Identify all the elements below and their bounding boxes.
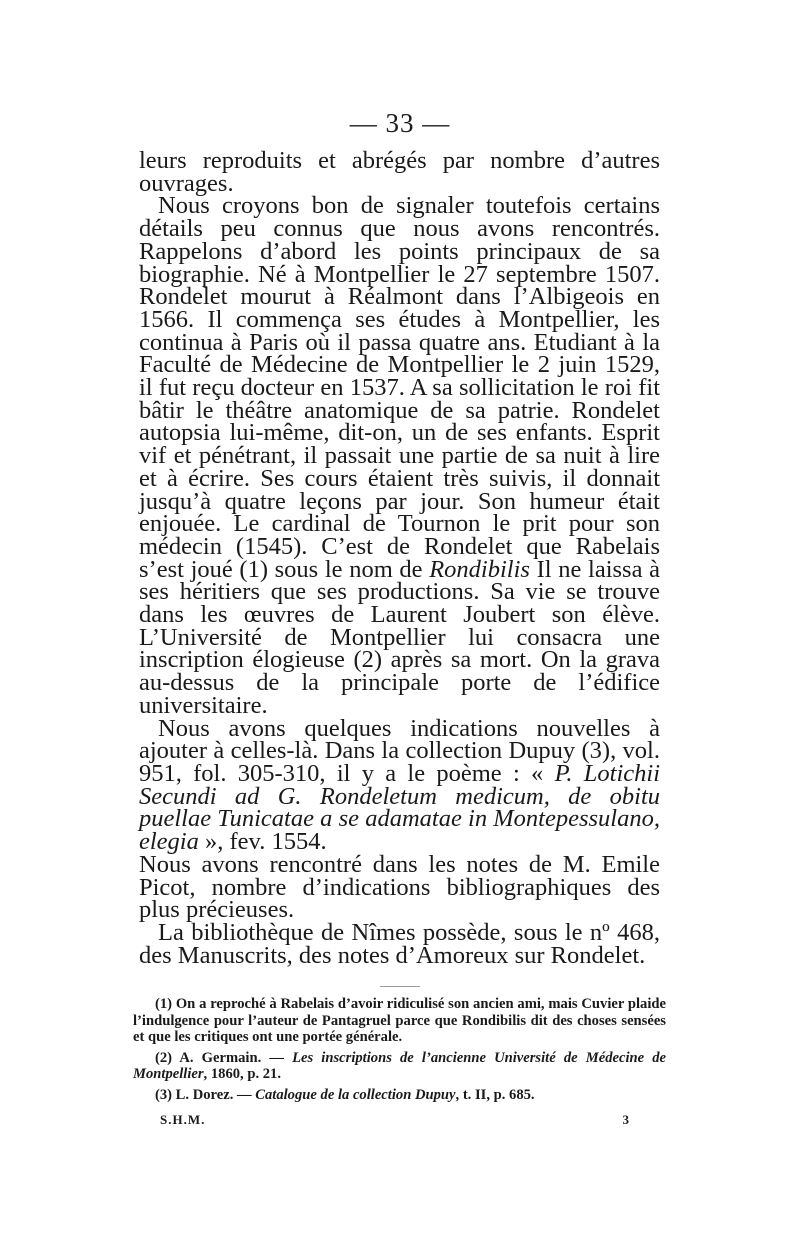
footnote-segment: , t. II, p. 685. (455, 1086, 535, 1103)
body-text (139, 147, 660, 969)
footnote-2 (133, 1050, 666, 1083)
footnote-italic-segment: Les inscriptions de l’ancienne Université de Médecine de Montpellier (133, 1049, 666, 1082)
paragraph-5 (139, 918, 660, 969)
paragraph-segment: Nous avons rencontré dans les notes de M. Emile Picot, nombre d’indications bibliographiques des plus précieuses. (139, 850, 660, 924)
footnotes (133, 996, 666, 1107)
footnote-italic-segment: Catalogue de la collection Dupuy (255, 1086, 456, 1103)
paragraph-3 (139, 714, 660, 856)
paragraph-1 (139, 147, 660, 197)
paragraph-italic-segment: Rondibilis (429, 555, 530, 583)
paragraph-4 (139, 850, 660, 924)
paragraph-italic-segment: P. Lotichii Secundi ad G. Rondeletum medicum, de obitu puellae Tunicatae a se adamatae in Montepessulano, elegia (139, 759, 660, 856)
footnote-segment: (1) On a reproché à Rabelais d’avoir ridiculisé son ancien ami, mais Cuvier plaide l’indulgence pour l’auteur de Pantagruel parce que Rondibilis dit des choses sensées et que les critiques ont une portée générale. (133, 996, 666, 1045)
page-number: — 33 — (349, 108, 451, 138)
signature-number: 3 (622, 1112, 630, 1127)
paragraph-segment: Il ne laissa à ses héritiers que ses productions. Sa vie se trouve dans les œuvres de Laurent Joubert son élève. L’Université de Montpellier lui consacra une inscription élogieuse (2) après sa mort. On la grava au-dessus de la principale porte de l’édifice universitaire. (139, 555, 660, 719)
footnote-3 (133, 1087, 666, 1104)
paragraph-segment: La bibliothèque de Nîmes possède, sous le nº 468, des Manuscrits, des notes d’Amoreux sur Rondelet. (139, 918, 660, 969)
signature-mark: S.H.M. (160, 1112, 206, 1127)
paragraph-segment: Nous croyons bon de signaler toutefois certains détails peu connus que nous avons rencontrés. Rappelons d’abord les points principaux de sa biographie. Né à Montpellier le 27 septembre 1507. Rondelet mourut à Réalmont dans l’Albigeois en 1566. Il commença ses études à Montpellier, les continua à Paris où il passa quatre ans. Etudiant à la Faculté de Médecine de Montpellier le 2 juin 1529, il fut reçu docteur en 1537. A sa sollicitation le roi fit bâtir le théâtre anatomique de sa patrie. Rondelet autopsia lui-même, dit-on, un de ses enfants. Esprit vif et pénétrant, il passait une partie de sa nuit à lire et à écrire. Ses cours étaient très suivis, il donnait jusqu’à quatre leçons par jour. Son humeur était enjouée. Le cardinal de Tournon le prit pour son médecin (1545). C’est de Rondelet que Rabelais s’est joué (1) sous le nom de (139, 192, 660, 583)
footnote-divider (380, 986, 420, 987)
footnote-1 (133, 996, 666, 1046)
footnote-segment: (2) A. Germain. — (155, 1049, 293, 1066)
paragraph-2 (139, 192, 660, 719)
paragraph-segment: Nous avons quelques indications nouvelles à ajouter à celles-là. Dans la collection Dupuy (3), vol. 951, fol. 305-310, il y a le poème : « (139, 714, 660, 787)
printer-signature (160, 1112, 630, 1128)
paragraph-segment: », fev. 1554. (198, 828, 327, 856)
footnote-segment: (3) L. Dorez. — (155, 1086, 256, 1103)
footnote-segment: , 1860, p. 21. (203, 1066, 281, 1082)
paragraph-segment: leurs reproduits et abrégés par nombre d’autres ouvrages. (139, 147, 660, 197)
